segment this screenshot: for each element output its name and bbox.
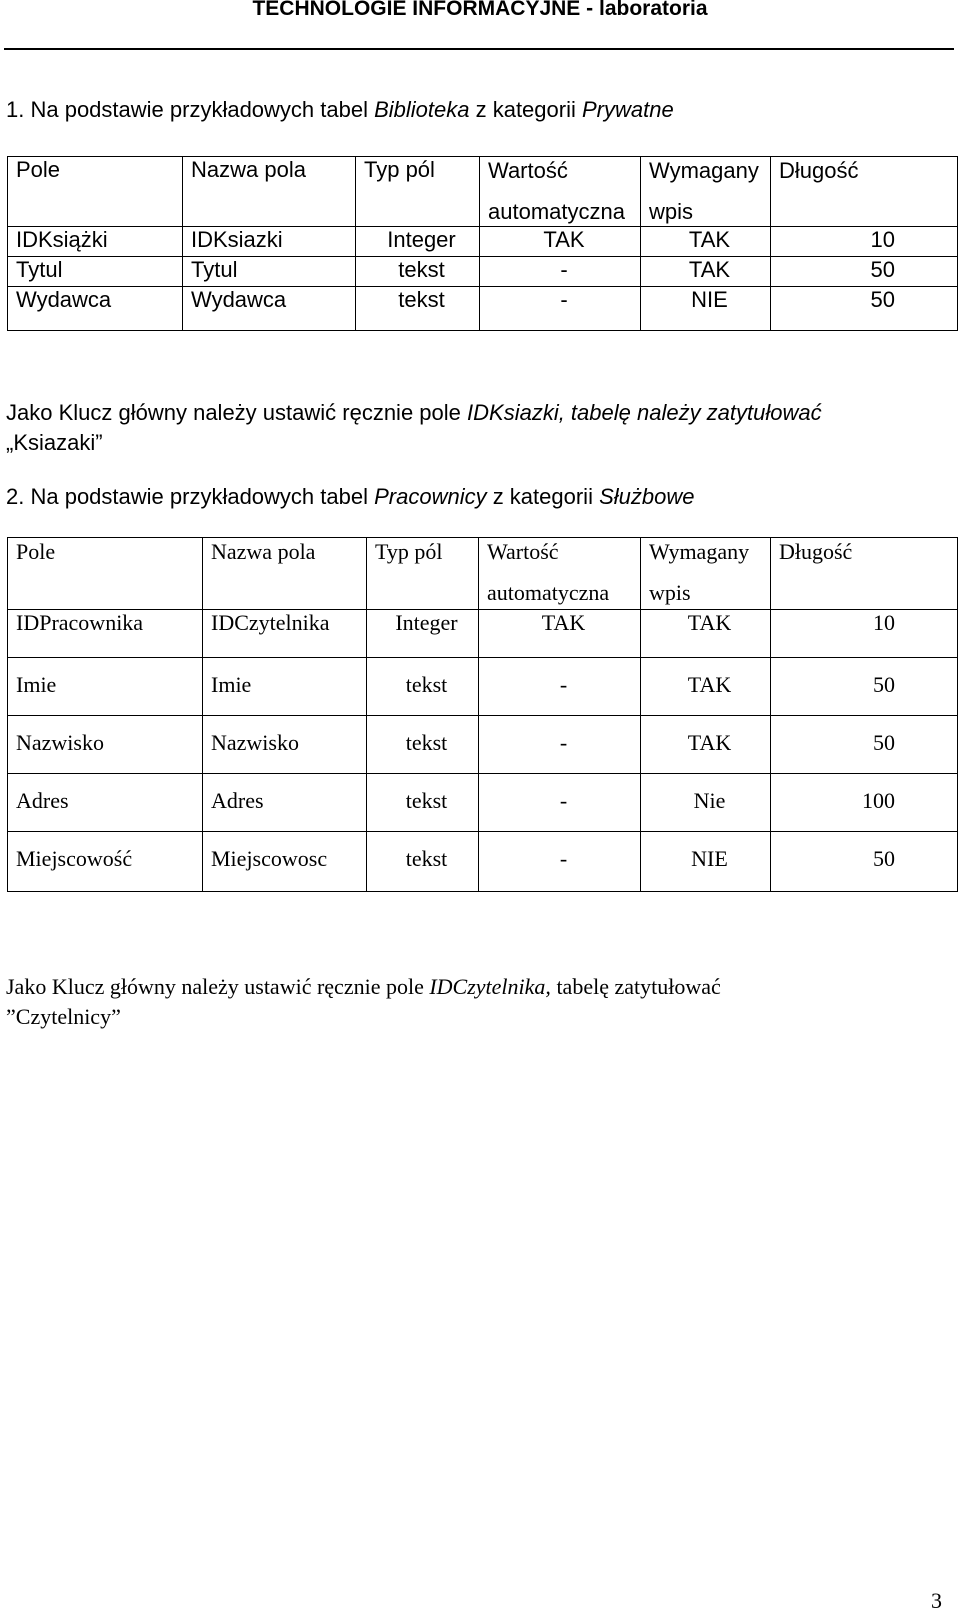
table-cell: 100 — [771, 774, 958, 832]
table-cell: TAK — [641, 658, 771, 716]
table-cell: Adres — [8, 774, 203, 832]
section-2-note-text: Jako Klucz główny należy ustawić ręcznie pole — [6, 974, 430, 999]
table-row — [8, 257, 958, 287]
table-cell: Integer — [367, 610, 479, 658]
table-cell: tekst — [367, 658, 479, 716]
col-header: Typ pól — [367, 538, 479, 610]
section-2-note-text-b: tabelę zatytułować — [550, 974, 721, 999]
table-cell: NIE — [641, 287, 771, 331]
section-1-note-table-name: „Ksiazaki” — [6, 430, 103, 455]
table-cell: tekst — [367, 716, 479, 774]
table-cell: IDCzytelnika — [203, 610, 367, 658]
table-row — [8, 287, 958, 331]
table-cell: TAK — [641, 610, 771, 658]
section-1-category: Prywatne — [581, 97, 674, 122]
table-cell: IDKsiążki — [8, 227, 183, 257]
section-1-text-a: Na podstawie przykładowych tabel — [24, 97, 375, 122]
table-cell: TAK — [641, 716, 771, 774]
section-1-table-name: Biblioteka — [374, 97, 470, 122]
table-cell: Miejscowosc — [203, 832, 367, 892]
table-cell: Tytul — [183, 257, 356, 287]
col-header: Pole — [8, 157, 183, 227]
table-header-row — [8, 157, 958, 227]
col-header: Wartość automatyczna — [480, 157, 641, 227]
col-header: Wartość automatyczna — [479, 538, 641, 610]
table-cell: 50 — [771, 716, 958, 774]
table-cell: tekst — [367, 774, 479, 832]
section-1-text-b: z kategorii — [469, 97, 582, 122]
table-cell: - — [479, 832, 641, 892]
table-cell: TAK — [480, 227, 641, 257]
col-header: Nazwa pola — [183, 157, 356, 227]
table-cell: 50 — [771, 658, 958, 716]
table-cell: tekst — [356, 257, 480, 287]
col-header: Pole — [8, 538, 203, 610]
page-number: 3 — [931, 1588, 942, 1613]
table-row — [8, 774, 958, 832]
table-cell: - — [479, 716, 641, 774]
col-header: Typ pól — [356, 157, 480, 227]
table-cell: - — [480, 287, 641, 331]
col-header: Nazwa pola — [203, 538, 367, 610]
table-cell: TAK — [641, 257, 771, 287]
table-cell: Nazwisko — [8, 716, 203, 774]
page-header: TECHNOLOGIE INFORMACYJNE - laboratoria — [252, 0, 708, 20]
table-cell: tekst — [356, 287, 480, 331]
section-2-text-b: z kategorii — [486, 484, 600, 509]
section-2-number: 2. — [6, 484, 25, 509]
table-cell: - — [479, 774, 641, 832]
table-cell: Adres — [203, 774, 367, 832]
table-row — [8, 227, 958, 257]
table-cell: Wydawca — [183, 287, 356, 331]
col-header: Długość — [771, 538, 958, 610]
table-cell: TAK — [641, 227, 771, 257]
header-rule — [4, 48, 954, 50]
section-2-table-name: Pracownicy — [374, 484, 487, 509]
section-2-note — [6, 972, 946, 1032]
table-cell: IDPracownika — [8, 610, 203, 658]
section-1-note-text: Jako Klucz główny należy ustawić ręcznie pole — [6, 400, 468, 425]
section-2-text-a: Na podstawie przykładowych tabel — [24, 484, 375, 509]
table-cell: Imie — [8, 658, 203, 716]
table-cell: 50 — [771, 287, 958, 331]
table-row — [8, 832, 958, 892]
section-1-note-key: IDKsiazki, tabelę należy zatytułować — [467, 400, 822, 425]
table-cell: tekst — [367, 832, 479, 892]
table-cell: 10 — [771, 227, 958, 257]
table-cell: - — [480, 257, 641, 287]
table-row — [8, 658, 958, 716]
col-header: Wymagany wpis — [641, 157, 771, 227]
section-1-note — [6, 398, 946, 458]
table-cell: Integer — [356, 227, 480, 257]
table-cell: 50 — [771, 832, 958, 892]
col-header: Wymagany wpis — [641, 538, 771, 610]
section-1-title — [6, 97, 674, 123]
col-header: Długość — [771, 157, 958, 227]
table-cell: NIE — [641, 832, 771, 892]
table-header-row — [8, 538, 958, 610]
table-cell: Wydawca — [8, 287, 183, 331]
section-2-title — [6, 484, 694, 510]
table-cell: Imie — [203, 658, 367, 716]
section-2-category: Służbowe — [599, 484, 695, 509]
table-pracownicy — [7, 537, 958, 892]
section-2-note-table-name: ”Czytelnicy” — [6, 1004, 121, 1029]
table-cell: Nazwisko — [203, 716, 367, 774]
table-cell: Miejscowość — [8, 832, 203, 892]
table-cell: TAK — [479, 610, 641, 658]
section-2-note-key: IDCzytelnika, — [429, 974, 551, 999]
table-cell: - — [479, 658, 641, 716]
table-cell: 10 — [771, 610, 958, 658]
table-row — [8, 716, 958, 774]
table-row — [8, 610, 958, 658]
table-cell: Nie — [641, 774, 771, 832]
table-biblioteka — [7, 156, 958, 331]
table-cell: IDKsiazki — [183, 227, 356, 257]
table-cell: Tytul — [8, 257, 183, 287]
table-cell: 50 — [771, 257, 958, 287]
section-1-number: 1. — [6, 97, 25, 122]
